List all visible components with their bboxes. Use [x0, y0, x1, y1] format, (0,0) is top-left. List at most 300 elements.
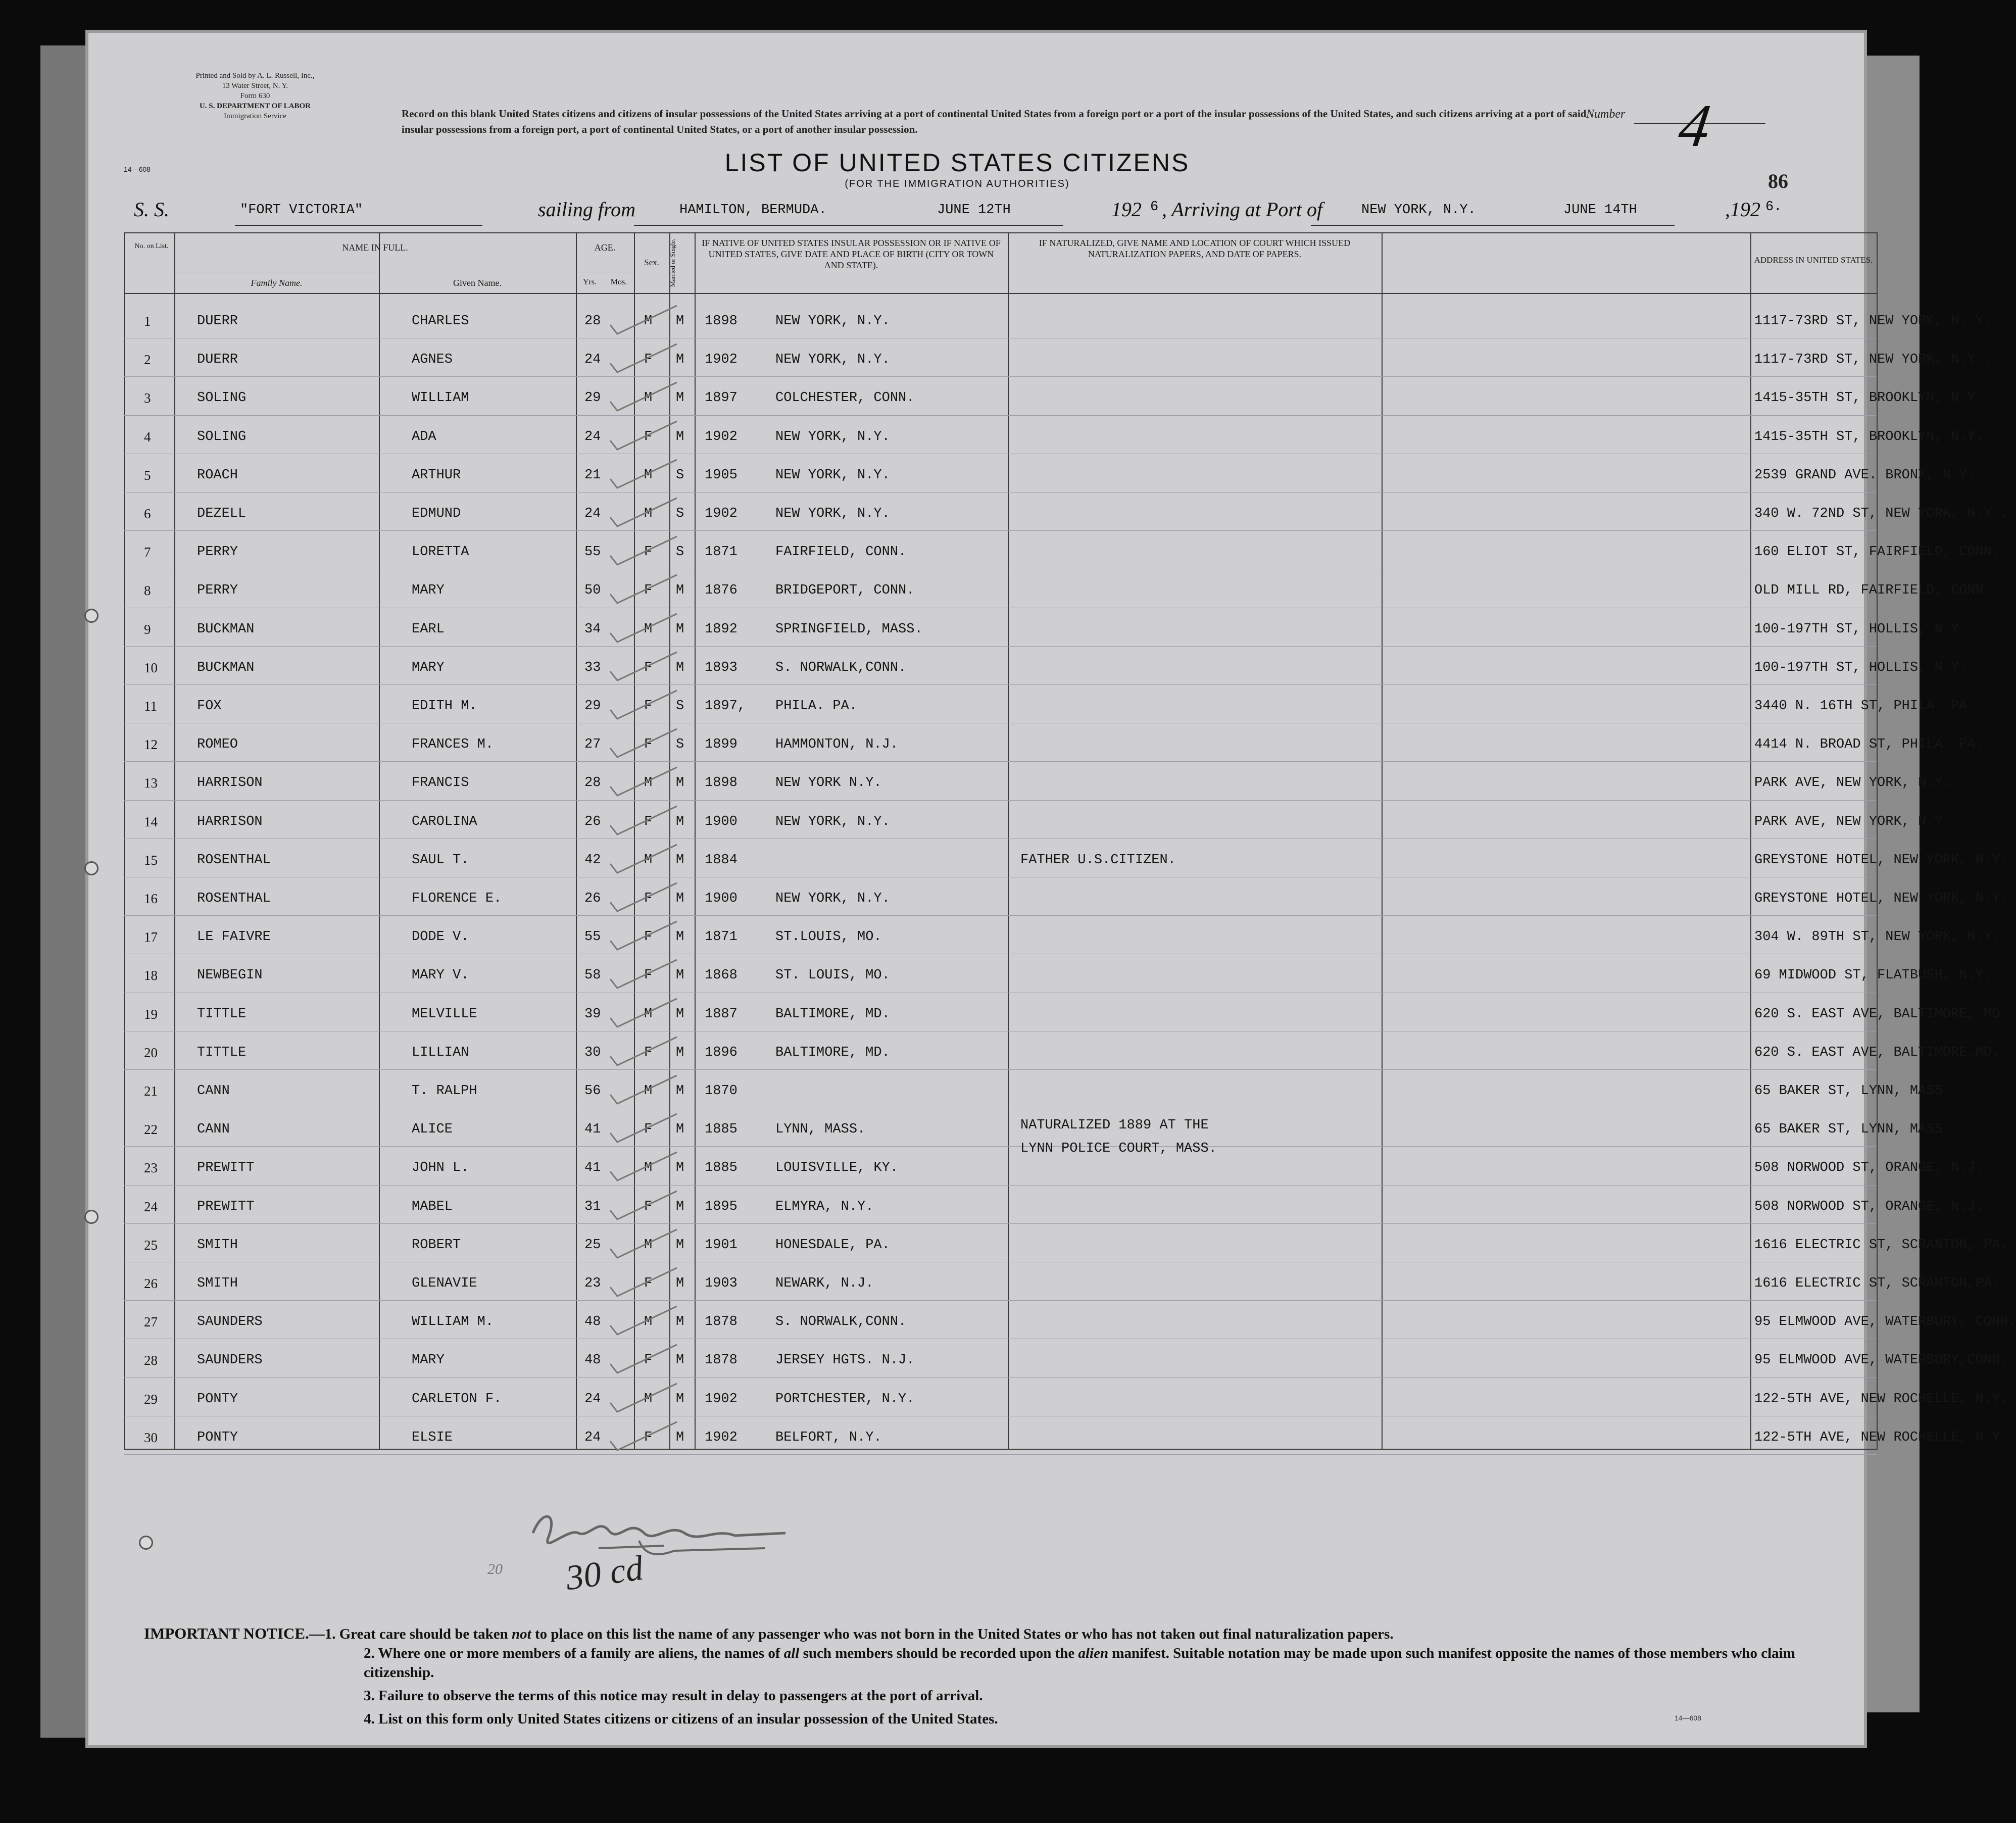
address-cell: 508 NORWOOD ST, ORANGE, N.J.: [1754, 1199, 1984, 1214]
birth-place-cell: ELMYRA, N.Y.: [775, 1199, 874, 1214]
naturalization-note-line: LYNN POLICE COURT, MASS.: [1020, 1141, 1217, 1156]
birth-place-cell: NEW YORK, N.Y.: [775, 506, 890, 521]
header-address: ADDRESS IN UNITED STATES.: [1754, 255, 1873, 265]
check-mark-icon: [606, 921, 682, 952]
sex-cell: F: [644, 1430, 653, 1445]
row-number-cell: 9: [144, 621, 151, 637]
address-cell: 100-197TH ST, HOLLIS, N.Y.: [1754, 660, 1968, 675]
departure-year-prefix: 192: [1111, 198, 1142, 221]
address-cell: 95 ELMWOOD AVE, WATERBURY,CONN.: [1754, 1353, 2008, 1368]
notice-text: 2. Where one or more members of a family are aliens, the names of: [364, 1645, 784, 1661]
printer-line: U. S. DEPARTMENT OF LABOR: [199, 102, 311, 110]
sex-cell: M: [644, 314, 653, 329]
birth-place-cell: BALTIMORE, MD.: [775, 1045, 890, 1060]
address-cell: OLD MILL RD, FAIRFIELD, CONN.: [1754, 583, 1992, 599]
sex-cell: M: [644, 467, 653, 483]
sex-cell: M: [644, 1314, 653, 1330]
birth-year-cell: 1884: [705, 852, 737, 868]
row-number-cell: 1: [144, 314, 151, 329]
sex-cell: F: [644, 660, 653, 675]
birth-year-cell: 1892: [705, 621, 737, 637]
birth-year-cell: 1887: [705, 1006, 737, 1022]
table-row: [124, 416, 1984, 456]
age-years-cell: 56: [584, 1083, 601, 1099]
table-row: [124, 301, 1992, 340]
age-years-cell: 42: [584, 852, 601, 868]
birth-place-cell: COLCHESTER, CONN.: [775, 390, 915, 406]
given-name-cell: FRANCIS: [412, 775, 469, 791]
header-given-name: Given Name.: [453, 278, 502, 288]
age-years-cell: 24: [584, 429, 601, 445]
notice-text: to place on this list the name of any passenger who was not born in the United States or who has not taken out final naturalization papers.: [531, 1626, 1394, 1642]
family-name-cell: FOX: [197, 699, 222, 714]
naturalization-note-line: NATURALIZED 1889 AT THE: [1020, 1118, 1209, 1133]
birth-year-cell: 1900: [705, 814, 737, 829]
family-name-cell: DUERR: [197, 352, 238, 368]
row-number-cell: 17: [144, 929, 158, 945]
birth-year-cell: 1897: [705, 390, 737, 406]
marital-status-cell: M: [676, 1045, 684, 1060]
given-name-cell: LILLIAN: [412, 1045, 469, 1060]
age-years-cell: 34: [584, 621, 601, 637]
table-row: [124, 994, 2008, 1033]
age-years-cell: 31: [584, 1199, 601, 1214]
address-cell: 4414 N. BROAD ST, PHILA. PA.: [1754, 737, 1984, 753]
given-name-cell: EDMUND: [412, 506, 461, 521]
row-rule: [124, 1185, 1877, 1186]
marital-status-cell: M: [676, 814, 684, 829]
table-row: [124, 840, 2008, 879]
address-cell: 100-197TH ST, HOLLIS, N.Y.: [1754, 621, 1968, 637]
header-bottom-rule: [124, 293, 1877, 294]
notice-item: [144, 1644, 1861, 1682]
sex-cell: F: [644, 1045, 653, 1060]
row-number-cell: 10: [144, 660, 158, 675]
notice-text: such members should be recorded upon the: [799, 1645, 1078, 1661]
age-years-cell: 48: [584, 1314, 601, 1330]
address-cell: 1415-35TH ST, BROOKLYN, N.Y.: [1754, 390, 1984, 406]
departure-year-suffix: 6: [1150, 200, 1159, 215]
table-row: [124, 1340, 2008, 1379]
row-number-cell: 25: [144, 1237, 158, 1253]
age-years-cell: 23: [584, 1276, 601, 1291]
marital-status-cell: M: [676, 1160, 684, 1176]
table-row: [124, 1224, 2008, 1264]
marital-status-cell: M: [676, 621, 684, 637]
number-label: Number: [1586, 108, 1626, 121]
table-row: [124, 1109, 1951, 1148]
row-number-cell: 20: [144, 1045, 158, 1060]
row-rule: [124, 1223, 1877, 1224]
handwritten-margin-note: 30 cd: [563, 1548, 646, 1598]
row-rule: [124, 376, 1877, 377]
row-number-cell: 14: [144, 814, 158, 829]
address-cell: 65 BAKER ST, LYNN, MASS.: [1754, 1083, 1951, 1099]
birth-year-cell: 1878: [705, 1353, 737, 1368]
check-mark-icon: [606, 1075, 682, 1106]
given-name-cell: ROBERT: [412, 1237, 461, 1253]
row-number-cell: 23: [144, 1160, 158, 1176]
table-row: [124, 1301, 2016, 1341]
age-years-cell: 39: [584, 1006, 601, 1022]
row-rule: [124, 1069, 1877, 1070]
departure-port: HAMILTON, BERMUDA.: [679, 203, 827, 218]
address-cell: 340 W. 72ND ST, NEW YORK, N.Y .: [1754, 506, 2008, 521]
printer-line: Form 630: [240, 92, 270, 100]
age-years-cell: 29: [584, 390, 601, 406]
printer-line: 13 Water Street, N. Y.: [222, 82, 288, 90]
table-row: [124, 1070, 1951, 1110]
marital-status-cell: M: [676, 314, 684, 329]
check-mark-icon: [606, 306, 682, 336]
binder-hole: [84, 1210, 99, 1224]
birth-place-cell: LOUISVILLE, KY.: [775, 1160, 899, 1176]
birth-year-cell: 1898: [705, 314, 737, 329]
family-name-cell: HARRISON: [197, 814, 263, 829]
address-cell: 160 ELIOT ST, FAIRFIELD, CONN.: [1754, 545, 2000, 560]
family-name-cell: LE FAIVRE: [197, 929, 271, 945]
row-rule: [124, 915, 1877, 916]
age-years-cell: 28: [584, 314, 601, 329]
col-divider: [1877, 232, 1878, 1450]
check-mark-icon: [606, 382, 682, 413]
table-row: [124, 916, 2000, 956]
row-rule: [124, 1300, 1877, 1301]
age-years-cell: 30: [584, 1045, 601, 1060]
sex-cell: F: [644, 737, 653, 753]
birth-place-cell: NEW YORK, N.Y.: [775, 352, 890, 368]
check-mark-icon: [606, 1384, 682, 1414]
naturalization-note: [1020, 1114, 1217, 1160]
row-number-cell: 18: [144, 968, 158, 983]
row-number-cell: 22: [144, 1122, 158, 1138]
address-cell: 620 S. EAST AVE, BALTIMORE,MD.: [1754, 1045, 2000, 1060]
header-months: Mos.: [610, 278, 627, 286]
given-name-cell: FLORENCE E.: [412, 891, 502, 906]
birth-place-cell: HAMMONTON, N.J.: [775, 737, 899, 753]
address-cell: PARK AVE, NEW YORK, N.Y.: [1754, 775, 1951, 791]
check-mark-icon: [606, 575, 682, 605]
family-name-cell: HARRISON: [197, 775, 263, 791]
given-name-cell: MARY: [412, 1353, 445, 1368]
birth-year-cell: 1900: [705, 891, 737, 906]
sex-cell: M: [644, 775, 653, 791]
given-name-cell: ELSIE: [412, 1430, 453, 1445]
sex-cell: M: [644, 1160, 653, 1176]
header-no: No. on List.: [134, 242, 169, 250]
notice-item: [144, 1624, 1861, 1644]
birth-year-cell: 1903: [705, 1276, 737, 1291]
printer-line: Immigration Service: [224, 112, 286, 120]
stacked-page-edge-left: [40, 45, 88, 1738]
birth-year-cell: 1902: [705, 1430, 737, 1445]
notice-item: 4. List on this form only United States citizens or citizens of an insular possession of the United States.: [364, 1711, 998, 1727]
given-name-cell: FRANCES M.: [412, 737, 494, 753]
arrival-port: NEW YORK, N.Y.: [1361, 203, 1476, 218]
address-cell: 1616 ELECTRIC ST, SCRANTON, PA.: [1754, 1237, 2008, 1253]
age-years-cell: 50: [584, 583, 601, 599]
voyage-line: [134, 198, 1782, 228]
age-years-cell: 27: [584, 737, 601, 753]
given-name-cell: ALICE: [412, 1122, 453, 1138]
footer-form-code: 14—608: [1675, 1714, 1701, 1722]
family-name-cell: PREWITT: [197, 1199, 255, 1214]
age-years-cell: 26: [584, 891, 601, 906]
row-number-cell: 15: [144, 852, 158, 868]
marital-status-cell: M: [676, 775, 684, 791]
table-row: [124, 493, 2008, 532]
family-name-cell: ROACH: [197, 467, 238, 483]
birth-place-cell: NEW YORK N.Y.: [775, 775, 882, 791]
birth-place-cell: NEW YORK, N.Y.: [775, 429, 890, 445]
marital-status-cell: M: [676, 390, 684, 406]
header-family-name: Family Name.: [251, 278, 303, 288]
header-naturalization: IF NATURALIZED, GIVE NAME AND LOCATION OF COURT WHICH ISSUED NATURALIZATION PAPERS, AND DATE OF PAPERS.: [1039, 238, 1351, 259]
row-rule: [124, 1377, 1877, 1378]
age-years-cell: 55: [584, 545, 601, 560]
sex-cell: F: [644, 814, 653, 829]
row-number-cell: 6: [144, 506, 151, 521]
check-mark-icon: [606, 1114, 682, 1144]
address-cell: GREYSTONE HOTEL, NEW YORK, N.Y.: [1754, 852, 2008, 868]
age-years-cell: 24: [584, 352, 601, 368]
page-number: 86: [1768, 170, 1788, 192]
birth-place-cell: BRIDGEPORT, CONN.: [775, 583, 915, 599]
check-mark-icon: [606, 421, 682, 452]
sex-cell: F: [644, 1353, 653, 1368]
row-number-cell: 5: [144, 467, 151, 483]
row-rule: [124, 1146, 1877, 1147]
family-name-cell: PONTY: [197, 1391, 238, 1407]
check-mark-icon: [606, 1306, 682, 1337]
address-cell: 1117-73RD ST, NEW YORK, N. Y.: [1754, 314, 1992, 329]
table-row: [124, 955, 1992, 994]
given-name-cell: ARTHUR: [412, 467, 461, 483]
sex-cell: M: [644, 1083, 653, 1099]
sex-cell: F: [644, 545, 653, 560]
age-years-cell: 28: [584, 775, 601, 791]
address-cell: 69 MIDWOOD ST, FLATBUSH, N.Y.: [1754, 968, 1992, 983]
row-number-cell: 28: [144, 1353, 158, 1368]
family-name-cell: BUCKMAN: [197, 660, 255, 675]
marital-status-cell: M: [676, 891, 684, 906]
given-name-cell: MARY: [412, 583, 445, 599]
birth-year-cell: 1901: [705, 1237, 737, 1253]
sex-cell: M: [644, 1391, 653, 1407]
check-mark-icon: [606, 806, 682, 836]
given-name-cell: GLENAVIE: [412, 1276, 477, 1291]
check-mark-icon: [606, 1268, 682, 1298]
check-mark-icon: [606, 729, 682, 759]
marital-status-cell: M: [676, 429, 684, 445]
birth-place-cell: JERSEY HGTS. N.J.: [775, 1353, 915, 1368]
table-row: [124, 531, 2000, 571]
address-cell: PARK AVE, NEW YORK, N.Y.: [1754, 814, 1951, 829]
check-mark-icon: [606, 767, 682, 798]
age-years-cell: 58: [584, 968, 601, 983]
table-row: [124, 609, 1968, 648]
binder-hole: [84, 861, 99, 875]
family-name-cell: SMITH: [197, 1276, 238, 1291]
notice-heading: IMPORTANT NOTICE.—: [144, 1624, 325, 1642]
marital-status-cell: S: [676, 699, 684, 714]
birth-place-cell: FAIRFIELD, CONN.: [775, 545, 907, 560]
marital-status-cell: M: [676, 1276, 684, 1291]
printer-imprint: [114, 71, 397, 121]
given-name-cell: WILLIAM M.: [412, 1314, 494, 1330]
family-name-cell: NEWBEGIN: [197, 968, 263, 983]
birth-year-cell: 1902: [705, 1391, 737, 1407]
birth-place-cell: NEW YORK, N.Y.: [775, 467, 890, 483]
given-name-cell: WILLIAM: [412, 390, 469, 406]
given-name-cell: ADA: [412, 429, 436, 445]
passenger-table: [124, 232, 2016, 1546]
table-row: [124, 762, 1951, 802]
birth-year-cell: 1902: [705, 506, 737, 521]
check-mark-icon: [606, 691, 682, 721]
table-row: [124, 455, 1976, 494]
header-sex: Sex.: [644, 258, 659, 267]
age-years-cell: 25: [584, 1237, 601, 1253]
table-row: [124, 377, 1984, 417]
check-mark-icon: [606, 845, 682, 875]
given-name-cell: MELVILLE: [412, 1006, 477, 1022]
given-name-cell: MARY: [412, 660, 445, 675]
marital-status-cell: M: [676, 929, 684, 945]
ship-name: "FORT VICTORIA": [240, 203, 363, 218]
marital-status-cell: S: [676, 467, 684, 483]
handwritten-small-note: 20: [487, 1561, 503, 1578]
marital-status-cell: M: [676, 1314, 684, 1330]
family-name-cell: CANN: [197, 1122, 230, 1138]
address-cell: 95 ELMWOOD AVE, WATERBURY, CONN.: [1754, 1314, 2016, 1330]
table-row: [124, 1263, 2000, 1302]
birth-year-cell: 1871: [705, 545, 737, 560]
check-mark-icon: [606, 1345, 682, 1375]
list-number: 4: [1675, 92, 1715, 159]
given-name-cell: MARY V.: [412, 968, 469, 983]
marital-status-cell: S: [676, 737, 684, 753]
birth-place-cell: ST. LOUIS, MO.: [775, 968, 890, 983]
age-years-cell: 24: [584, 1430, 601, 1445]
age-years-cell: 26: [584, 814, 601, 829]
given-name-cell: MABEL: [412, 1199, 453, 1214]
rule: [634, 225, 1063, 226]
sex-cell: M: [644, 506, 653, 521]
table-top-rule: [124, 232, 1877, 233]
address-cell: 122-5TH AVE, NEW ROCHELLE, N.Y.: [1754, 1391, 2008, 1407]
family-name-cell: DUERR: [197, 314, 238, 329]
row-rule: [124, 1454, 1877, 1455]
check-mark-icon: [606, 498, 682, 528]
page-subtitle: (FOR THE IMMIGRATION AUTHORITIES): [845, 178, 1070, 189]
row-number-cell: 21: [144, 1083, 158, 1099]
check-mark-icon: [606, 1229, 682, 1260]
sex-cell: F: [644, 1276, 653, 1291]
marital-status-cell: M: [676, 1199, 684, 1214]
address-cell: 3440 N. 16TH ST, PHILA. PA.: [1754, 699, 1976, 714]
header-birth: IF NATIVE OF UNITED STATES INSULAR POSSESSION OR IF NATIVE OF UNITED STATES, GIVE DATE AND PLACE OF BIRTH (CITY OR TOWN AND STATE).: [702, 238, 1001, 270]
family-name-cell: PREWITT: [197, 1160, 255, 1176]
departure-date: JUNE 12TH: [937, 203, 1011, 218]
row-number-cell: 26: [144, 1276, 158, 1291]
family-name-cell: SAUNDERS: [197, 1314, 263, 1330]
birth-place-cell: NEW YORK, N.Y.: [775, 314, 890, 329]
row-number-cell: 8: [144, 583, 151, 599]
row-number-cell: 7: [144, 545, 151, 560]
given-name-cell: EDITH M.: [412, 699, 477, 714]
family-name-cell: SMITH: [197, 1237, 238, 1253]
marital-status-cell: M: [676, 352, 684, 368]
record-instructions: Record on this blank United States citizens and citizens of insular possessions of the United States arriving at a port of continental United States from a foreign port or a port of the insular possessions of the United States, and such citizens arriving at a port of said insular possessions from a foreign port, a port of continental United States, or a port of another insular possession.: [402, 108, 1587, 135]
marital-status-cell: M: [676, 1083, 684, 1099]
sex-cell: F: [644, 429, 653, 445]
birth-year-cell: 1868: [705, 968, 737, 983]
marital-status-cell: M: [676, 660, 684, 675]
table-row: [124, 878, 2008, 917]
age-years-cell: 24: [584, 1391, 601, 1407]
given-name-cell: CARLETON F.: [412, 1391, 502, 1407]
birth-place-cell: NEW YORK, N.Y.: [775, 814, 890, 829]
age-years-cell: 21: [584, 467, 601, 483]
age-years-cell: 55: [584, 929, 601, 945]
given-name-cell: DODE V.: [412, 929, 469, 945]
birth-place-cell: BALTIMORE, MD.: [775, 1006, 890, 1022]
important-notice: [144, 1624, 1861, 1729]
binder-hole: [139, 1536, 153, 1550]
check-mark-icon: [606, 883, 682, 913]
binder-hole: [84, 609, 99, 623]
given-name-cell: LORETTA: [412, 545, 469, 560]
check-mark-icon: [606, 960, 682, 990]
table-row: [124, 1378, 2008, 1418]
sex-cell: M: [644, 621, 653, 637]
sex-cell: F: [644, 583, 653, 599]
row-number-cell: 13: [144, 775, 158, 791]
row-number-cell: 11: [144, 699, 157, 714]
birth-place-cell: HONESDALE, PA.: [775, 1237, 890, 1253]
birth-year-cell: 1898: [705, 775, 737, 791]
given-name-cell: CAROLINA: [412, 814, 477, 829]
age-years-cell: 41: [584, 1160, 601, 1176]
marital-status-cell: M: [676, 968, 684, 983]
birth-year-cell: 1885: [705, 1160, 737, 1176]
page-title: LIST OF UNITED STATES CITIZENS: [724, 149, 1190, 177]
family-name-cell: SOLING: [197, 390, 247, 406]
address-cell: 1616 ELECTRIC ST, SCRANTON,PA.: [1754, 1276, 2000, 1291]
header-age: AGE.: [594, 242, 616, 253]
table-row: [124, 1417, 2008, 1456]
arrival-year-prefix: ,192: [1725, 198, 1760, 221]
sex-cell: F: [644, 891, 653, 906]
given-name-cell: EARL: [412, 621, 445, 637]
birth-year-cell: 1899: [705, 737, 737, 753]
check-mark-icon: [606, 1152, 682, 1183]
address-cell: 122-5TH AVE, NEW ROCHELLE, N.Y.: [1754, 1430, 2008, 1445]
address-cell: 65 BAKER ST, LYNN, MASS.: [1754, 1122, 1951, 1138]
family-name-cell: PONTY: [197, 1430, 238, 1445]
check-mark-icon: [606, 1422, 682, 1452]
row-number-cell: 2: [144, 352, 151, 368]
address-cell: 620 S. EAST AVE, BALTIMORE, MD.: [1754, 1006, 2008, 1022]
row-rule: [124, 646, 1877, 647]
birth-place-cell: PORTCHESTER, N.Y.: [775, 1391, 915, 1407]
row-rule: [124, 684, 1877, 685]
family-name-cell: DEZELL: [197, 506, 247, 521]
table-row: [124, 339, 1992, 378]
row-rule: [124, 800, 1877, 801]
marital-status-cell: M: [676, 1391, 684, 1407]
